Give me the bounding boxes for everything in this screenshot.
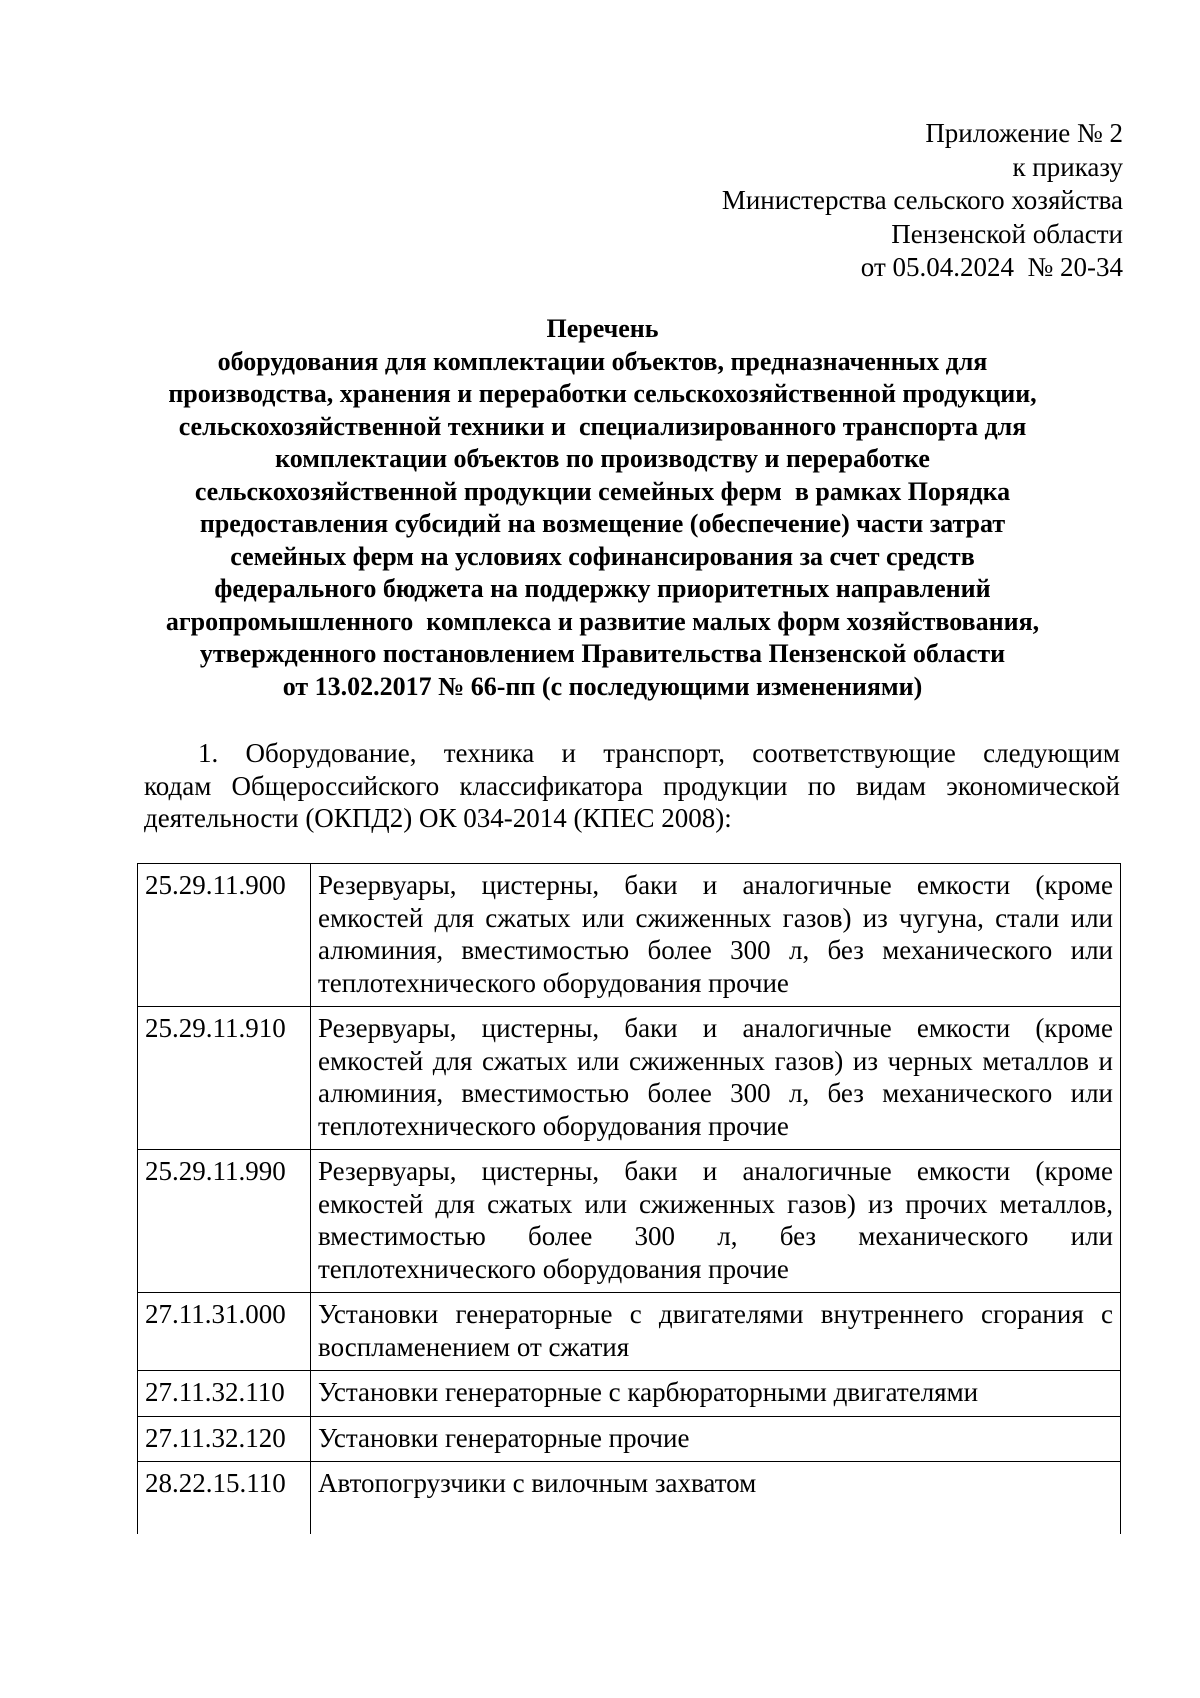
appendix-region: Пензенской области xyxy=(891,218,1123,249)
intro-line: деятельности (ОКПД2) ОК 034-2014 (КПЕС 2008): xyxy=(144,803,732,833)
table-row xyxy=(138,1293,1121,1371)
table-row xyxy=(138,864,1121,1007)
description-cell: Установки генераторные с двигателями внутреннего сгорания с воспламенением от сжатия xyxy=(311,1293,1121,1371)
title-line: оборудования для комплектации объектов, предназначенных для xyxy=(217,346,988,376)
title-line: от 13.02.2017 № 66-пп (с последующими изменениями) xyxy=(282,671,923,701)
code-cell: 27.11.31.000 xyxy=(138,1293,311,1371)
title-line: предоставления субсидий на возмещение (обеспечение) части затрат xyxy=(199,509,1006,538)
code-cell: 27.11.32.120 xyxy=(138,1416,311,1462)
title-line: сельскохозяйственной техники и специализированного транспорта для xyxy=(178,411,1027,441)
table-row xyxy=(138,1371,1121,1417)
title-line: Перечень xyxy=(546,314,659,343)
appendix-header xyxy=(722,117,1123,285)
title-line: производства, хранения и переработки сельскохозяйственной продукции, xyxy=(168,379,1037,408)
intro-line: кодам Общероссийского классификатора продукции по видам экономической xyxy=(144,770,1120,801)
code-cell: 27.11.32.110 xyxy=(138,1371,311,1417)
table-row xyxy=(138,1150,1121,1293)
table-row xyxy=(138,1416,1121,1462)
description-cell: Автопогрузчики с вилочным захватом xyxy=(311,1462,1121,1535)
title-line: комплектации объектов по производству и переработке xyxy=(275,444,930,473)
description-cell: Резервуары, цистерны, баки и аналогичные емкости (кроме емкостей для сжатых или сжиженных газов) из прочих металлов, вместимостью более 300 л, без механического или теплотехнического оборудования прочие xyxy=(311,1150,1121,1293)
title-line: агропромышленного комплекса и развитие малых форм хозяйствования, xyxy=(165,606,1040,636)
document-title xyxy=(140,313,1065,703)
code-cell: 25.29.11.910 xyxy=(138,1007,311,1150)
description-cell: Установки генераторные прочие xyxy=(311,1416,1121,1462)
appendix-date-number: от 05.04.2024 № 20-34 xyxy=(860,252,1123,282)
description-cell: Резервуары, цистерны, баки и аналогичные емкости (кроме емкостей для сжатых или сжиженных газов) из чугуна, стали или алюминия, вместимостью более 300 л, без механического или теплотехнического оборудования прочие xyxy=(311,864,1121,1007)
intro-line: 1. Оборудование, техника и транспорт, соответствующие следующим xyxy=(198,738,1120,768)
okpd2-codes-table xyxy=(137,863,1121,1534)
intro-paragraph xyxy=(144,737,1120,835)
title-line: сельскохозяйственной продукции семейных ферм в рамках Порядка xyxy=(194,476,1011,506)
code-cell: 28.22.15.110 xyxy=(138,1462,311,1535)
appendix-order-ref: к приказу xyxy=(1012,151,1123,182)
description-cell: Установки генераторные с карбюраторными двигателями xyxy=(311,1371,1121,1417)
title-line: федерального бюджета на поддержку приоритетных направлений xyxy=(214,574,991,603)
title-line: семейных ферм на условиях софинансирования за счет средств xyxy=(230,541,975,571)
table-row xyxy=(138,1462,1121,1535)
code-cell: 25.29.11.990 xyxy=(138,1150,311,1293)
appendix-ministry: Министерства сельского хозяйства xyxy=(721,185,1123,215)
title-line: утвержденного постановлением Правительства Пензенской области xyxy=(199,639,1006,668)
description-cell: Резервуары, цистерны, баки и аналогичные емкости (кроме емкостей для сжатых или сжиженных газов) из черных металлов и алюминия, вместимостью более 300 л, без механического или теплотехнического оборудования прочие xyxy=(311,1007,1121,1150)
code-cell: 25.29.11.900 xyxy=(138,864,311,1007)
table-row xyxy=(138,1007,1121,1150)
appendix-number: Приложение № 2 xyxy=(925,118,1123,148)
